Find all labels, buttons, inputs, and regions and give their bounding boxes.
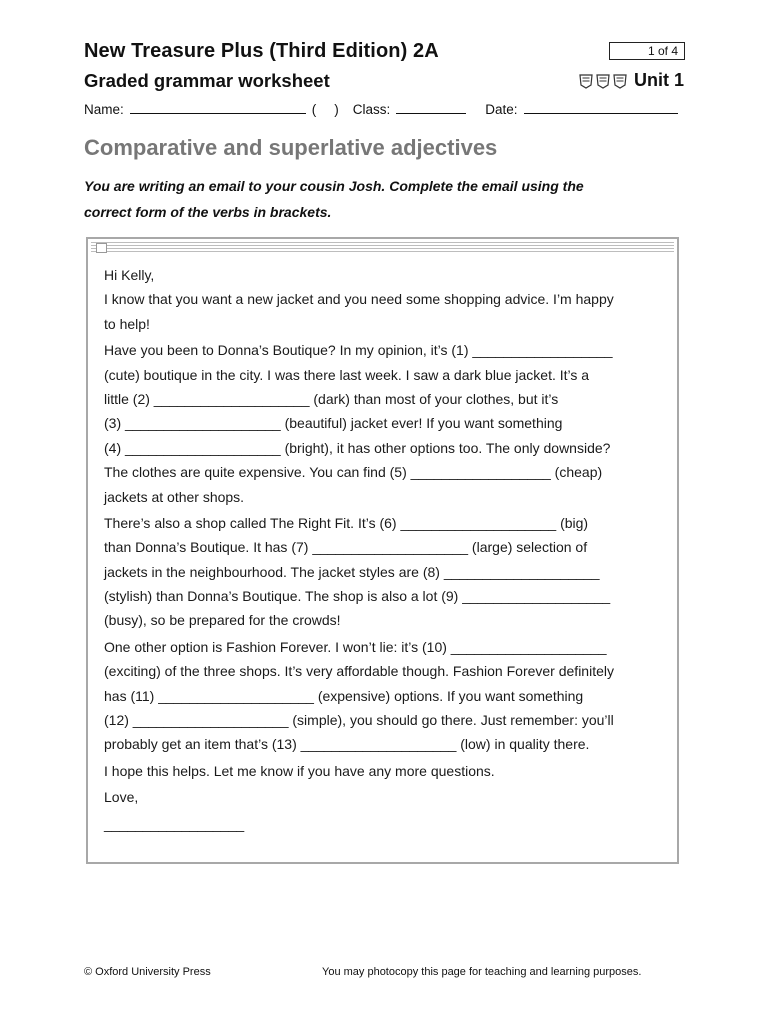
page-indicator: 1 of 4 [609,42,685,60]
class-label: Class: [352,102,391,117]
email-window [86,237,679,864]
email-line: The clothes are quite expensive. You can find (5) __________________ (cheap) [104,464,603,481]
instructions-line: correct form of the verbs in brackets. [84,204,332,220]
email-line: has (11) ____________________ (expensive) options. If you want something [104,687,584,704]
email-line: jackets at other shops. [104,488,245,505]
section-heading: Comparative and superlative adjectives [84,135,498,160]
level-icon [579,73,593,89]
window-close-icon [96,243,107,253]
email-line: (exciting) of the three shops. It’s very affordable though. Fashion Forever definitely [104,663,614,680]
copyright-notice: © Oxford University Press [84,966,211,978]
book-title: New Treasure Plus (Third Edition) 2A [84,40,439,62]
level-icon [596,73,610,89]
class-field[interactable] [396,101,466,114]
email-line: (cute) boutique in the city. I was there last week. I saw a dark blue jacket. It’s a [104,366,590,383]
date-field[interactable] [524,101,678,114]
email-line: Love, [104,789,139,806]
email-line: Hi Kelly, [104,267,155,283]
email-line: I know that you want a new jacket and you need some shopping advice. I’m happy [104,291,614,308]
email-body [104,263,672,836]
email-line: There’s also a shop called The Right Fit. It’s (6) ____________________ (big) [104,514,589,531]
name-field[interactable] [130,101,306,114]
level-icon [613,73,627,89]
email-line: to help! [104,315,150,332]
email-line: I hope this helps. Let me know if you have any more questions. [104,762,495,779]
photocopy-notice: You may photocopy this page for teaching and learning purposes. [322,966,642,978]
email-line: probably get an item that’s (13) ____________________ (low) in quality there. [104,736,590,753]
student-info-row [84,101,690,117]
unit-label: Unit 1 [633,70,684,90]
name-label: Name: [84,102,124,117]
email-line: One other option is Fashion Forever. I won’t lie: it’s (10) ____________________ [104,638,607,655]
email-line: (3) ____________________ (beautiful) jacket ever! If you want something [104,415,563,432]
instructions [84,173,674,225]
email-line: (busy), so be prepared for the crowds! [104,612,341,629]
unit-badge [579,70,684,91]
email-line: (4) ____________________ (bright), it has other options too. The only downside? [104,439,611,456]
email-line: little (2) ____________________ (dark) than most of your clothes, but it’s [104,390,559,407]
email-line: (stylish) than Donna’s Boutique. The shop is also a lot (9) ___________________ [104,588,611,605]
email-line: jackets in the neighbourhood. The jacket styles are (8) ____________________ [104,563,600,580]
email-line: (12) ____________________ (simple), you should go there. Just remember: you’ll [104,712,614,729]
worksheet-subtitle: Graded grammar worksheet [84,70,330,91]
class-number-close: ) [334,102,339,117]
date-label: Date: [485,102,518,117]
signature-line[interactable]: __________________ [104,815,245,832]
email-line: than Donna’s Boutique. It has (7) ____________________ (large) selection of [104,539,588,556]
instructions-line: You are writing an email to your cousin Josh. Complete the email using the [84,178,584,194]
window-titlebar [91,242,674,253]
email-line: Have you been to Donna’s Boutique? In my opinion, it’s (1) __________________ [104,342,613,359]
class-number-open: ( [311,102,317,117]
